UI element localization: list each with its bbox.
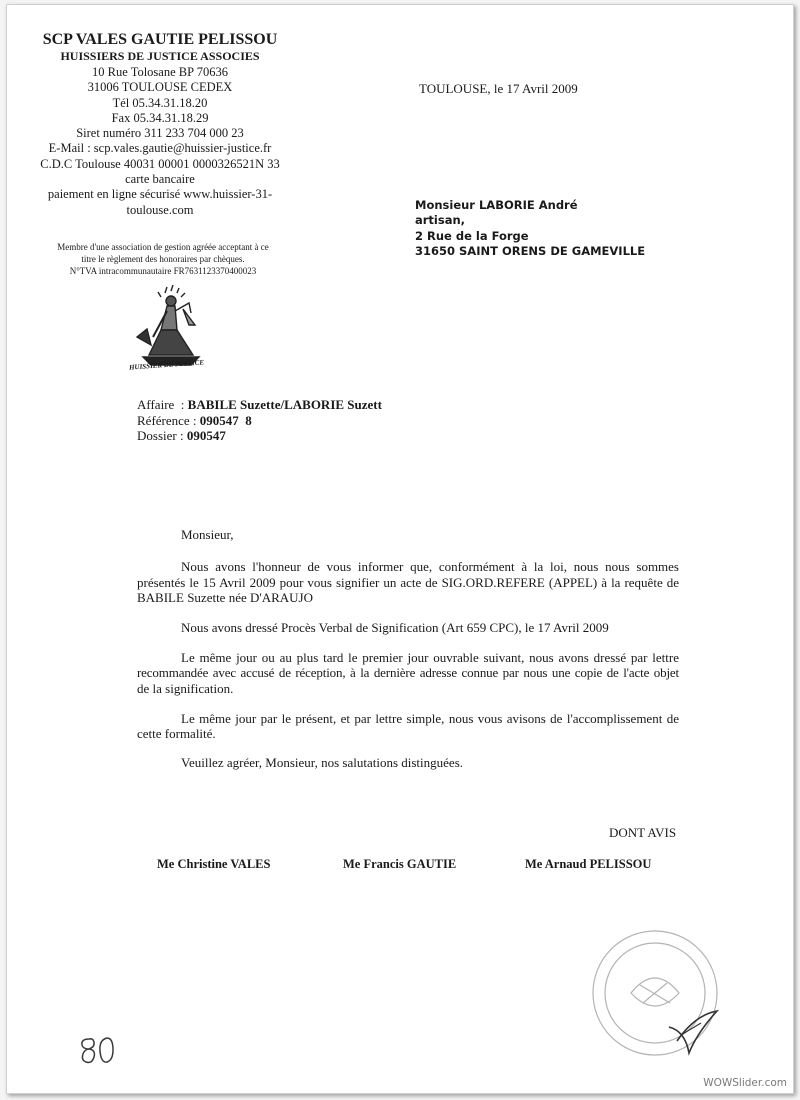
firm-subtitle: HUISSIERS DE JUSTICE ASSOCIES xyxy=(60,49,260,63)
emblem-caption: HUISSIER DE JUSTICE xyxy=(128,358,205,372)
member-line: Membre d'une association de gestion agréée acceptant à ce xyxy=(57,242,269,252)
siret-line: Siret numéro 311 233 704 000 23 xyxy=(76,126,244,141)
paragraph-4-lead: Le même jour par le présent, et par lettre simple, nous vous avisons de l'accomplissement de xyxy=(181,711,679,726)
card-line: carte bancaire xyxy=(125,172,195,187)
dossier-value: 090547 xyxy=(186,428,226,443)
recipient-city: 31650 SAINT ORENS DE GAMEVILLE xyxy=(415,243,646,258)
date-line: TOULOUSE, le 17 Avril 2009 xyxy=(419,81,578,96)
email-line: E-Mail : scp.vales.gautie@huissier-justice.fr xyxy=(48,141,272,156)
signatory-vales: Me Christine VALES xyxy=(157,857,271,871)
bank-line: C.D.C Toulouse 40031 00001 0000326521N 33 xyxy=(40,156,280,171)
member-line: titre le règlement des honoraires par chèques. xyxy=(81,254,245,264)
phone-line: Tél 05.34.31.18.20 xyxy=(112,95,208,110)
signatory-gautie: Me Francis GAUTIE xyxy=(343,857,457,871)
signatory-pelissou: Me Arnaud PELISSOU xyxy=(525,857,652,871)
affaire-row: Affaire : BABILE Suzette/LABORIE Suzett xyxy=(137,397,382,412)
paragraph-1-line-3: BABILE Suzette née D'ARAUJO xyxy=(137,590,314,605)
address-line: 10 Rue Tolosane BP 70636 xyxy=(92,65,228,79)
recipient-name: Monsieur LABORIE André xyxy=(415,198,578,212)
salutation: Monsieur, xyxy=(181,527,234,542)
letterhead xyxy=(25,31,295,218)
paragraph-5: Veuillez agréer, Monsieur, nos salutations distinguées. xyxy=(181,755,464,770)
official-seal-stamp-icon xyxy=(585,923,725,1063)
city-line: 31006 TOULOUSE CEDEX xyxy=(87,80,233,95)
reference-row xyxy=(137,413,382,429)
recipient-block xyxy=(415,198,645,259)
firm-name: SCP VALES GAUTIE PELISSOU xyxy=(42,31,278,48)
paragraph-4-line-2: cette formalité. xyxy=(137,726,216,741)
vat-line: N°TVA intracommunautaire FR7631123370400023 xyxy=(69,266,257,276)
paragraph-1-line-2: présentés le 15 Avril 2009 pour vous signifier un acte de SIG.ORD.REFERE (APPEL) à la requête de xyxy=(137,575,679,590)
fax-line: Fax 05.34.31.18.29 xyxy=(111,110,209,125)
website-line: toulouse.com xyxy=(126,202,194,217)
paragraph-3-line-2: recommandée avec accusé de réception, à la dernière adresse connue par nous une copie de l'acte objet xyxy=(137,665,679,680)
dont-avis: DONT AVIS xyxy=(609,825,677,840)
paragraph-3-line-3: de la signification. xyxy=(137,681,234,696)
watermark: WOWSlider.com xyxy=(703,1077,787,1089)
reference-label: Référence : xyxy=(137,412,197,428)
reference-block xyxy=(137,397,382,444)
paragraph-2: Nous avons dressé Procès Verbal de Signification (Art 659 CPC), le 17 Avril 2009 xyxy=(181,620,609,635)
reference-value: 090547 8 xyxy=(199,412,252,428)
paragraph-3-lead: Le même jour ou au plus tard le premier jour ouvrable suivant, nous avons dressé par lettre xyxy=(181,650,679,665)
recipient-profession: artisan, xyxy=(415,213,466,228)
member-notice xyxy=(29,241,297,277)
paragraph-1-lead: Nous avons l'honneur de vous informer que, conformément à la loi, nous nous sommes xyxy=(181,559,679,574)
affaire-label: Affaire xyxy=(137,397,175,412)
dossier-row xyxy=(137,428,382,444)
dossier-label: Dossier : xyxy=(137,428,184,443)
letter-page xyxy=(6,4,794,1094)
affaire-value: BABILE Suzette/LABORIE Suzett xyxy=(187,397,382,412)
recipient-street: 2 Rue de la Forge xyxy=(415,228,529,243)
payment-line: paiement en ligne sécurisé www.huissier-31- xyxy=(47,187,273,202)
handwritten-number xyxy=(79,1033,119,1067)
